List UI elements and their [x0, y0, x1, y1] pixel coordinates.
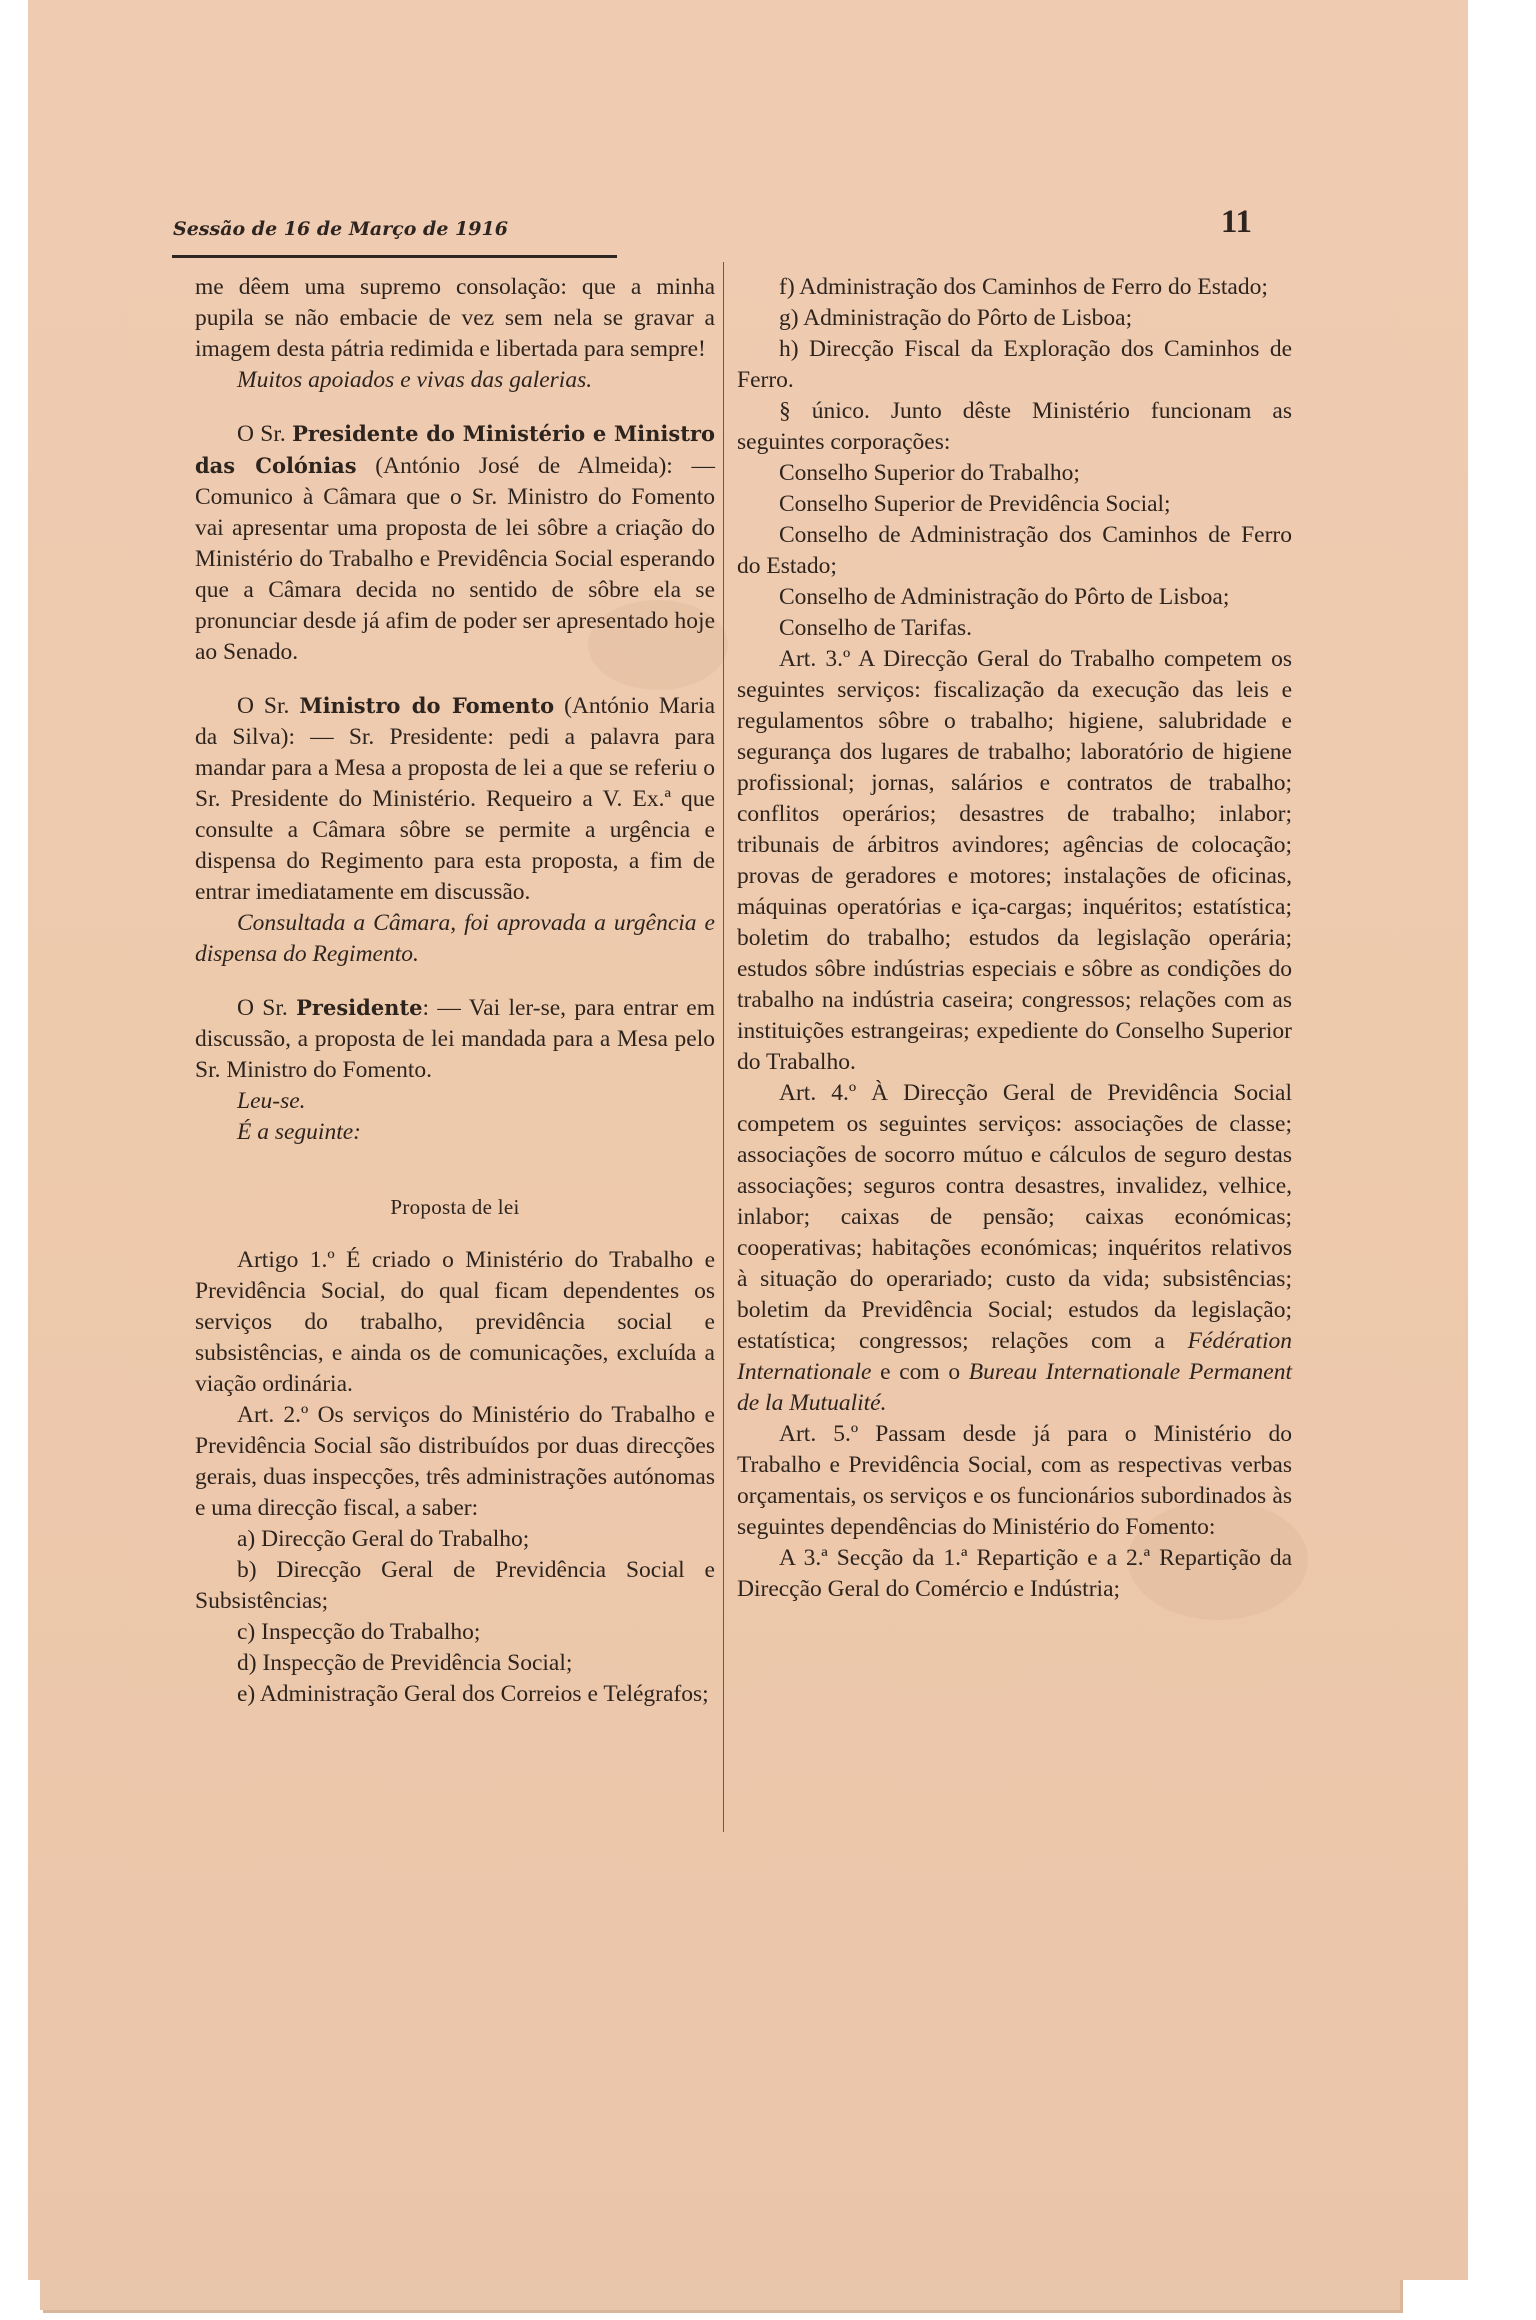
list-item: c) Inspecção do Trabalho; [237, 1619, 481, 1645]
speaker-name: Ministro do Fomento [299, 693, 555, 718]
article: Art. 3.º A Direcção Geral do Trabalho competem os seguintes serviços: fiscalização da execução das leis e regulamentos sôbre o trabalho; higiene, salubridade e segurança dos lugares de trabalho; laboratório de higiene profissional; jornas, salários e contratos de trabalho; conflitos operários; desastres de trabalho; inlabor; tribunais de árbitros avindores; agências de colocação; provas de geradores e motores; instalações de oficinas, máquinas operatórias e iça-cargas; inquéritos; estatística; boletim do trabalho; estudos da legislação operária; estudos sôbre indústrias especiais e sôbre as condições do trabalho na indústria caseira; congressos; relações com as instituições estrangeiras; expediente do Conselho Superior do Trabalho. [737, 646, 1292, 1075]
speech-body: (António José de Almeida): — Comunico à Câmara que o Sr. Ministro do Fomento vai apresentar uma proposta de lei sôbre a criação do Ministério do Trabalho e Previdência Social esperando que a Câmara decida no sentido de sôbre ela se pronunciar desde já afim de poder ser apresentado hoje ao Senado. [195, 453, 715, 665]
list-item: e) Administração Geral dos Correios e Telégrafos; [237, 1681, 709, 1707]
right-column [737, 272, 1292, 1605]
list-item: Conselho Superior de Previdência Social; [779, 491, 1171, 517]
list-item: A 3.ª Secção da 1.ª Repartição e a 2.ª Repartição da Direcção Geral do Comércio e Indústria; [737, 1545, 1292, 1602]
list-item: d) Inspecção de Previdência Social; [237, 1650, 573, 1676]
article-italic: Bureau Internationale Permanent de la Mutualité. [737, 1359, 1292, 1416]
article-italic: Fédération Internationale [737, 1328, 1293, 1385]
stage-note: Consultada a Câmara, foi aprovada a urgência e dispensa do Regimento. [195, 910, 715, 967]
paragraph: me dêem uma supremo consolação: que a minha pupila se não embacie de vez sem nela se gravar a imagem desta pátria redimida e libertada para sempre! [195, 274, 715, 362]
list-item: Conselho de Tarifas. [779, 615, 973, 641]
article: Artigo 1.º É criado o Ministério do Trabalho e Previdência Social, do qual ficam dependentes os serviços do trabalho, previdência social e subsistências, e ainda os de comunicações, excluída a viação ordinária. [195, 1247, 715, 1397]
speech-paragraph [195, 418, 715, 668]
article: Art. 2.º Os serviços do Ministério do Trabalho e Previdência Social são distribuídos por duas direcções gerais, duas inspecções, três administrações autónomas e uma direcção fiscal, a saber: [195, 1402, 715, 1521]
header-rule [172, 255, 617, 258]
page-number: 11 [1220, 204, 1252, 240]
speech-body: (António Maria da Silva): — Sr. Presidente: pedi a palavra para mandar para a Mesa a proposta de lei a que se referiu o Sr. Presidente do Ministério. Requeiro a V. Ex.ª que consulte a Câmara sôbre se permite a urgência e dispensa do Regimento para esta proposta, a fim de entrar imediatamente em discussão. [195, 693, 715, 905]
left-column [195, 272, 715, 1710]
speech-lead: O Sr. [237, 995, 288, 1021]
section-heading: Proposta de lei [390, 1195, 520, 1219]
speech-paragraph [195, 690, 715, 908]
page-header [145, 204, 1260, 244]
speech-lead: O Sr. [237, 693, 290, 719]
list-item: Conselho de Administração do Pôrto de Lisboa; [779, 584, 1230, 610]
speech-lead: O Sr. [237, 421, 286, 447]
list-item: h) Direcção Fiscal da Exploração dos Caminhos de Ferro. [737, 336, 1292, 393]
list-item: b) Direcção Geral de Previdência Social e Subsistências; [195, 1557, 715, 1614]
speaker-name: Presidente do Ministério e Ministro das Colónias [195, 421, 716, 478]
article [737, 1078, 1292, 1419]
list-item: f) Administração dos Caminhos de Ferro do Estado; [779, 274, 1268, 300]
running-title: Sessão de 16 de Março de 1916 [173, 218, 508, 240]
speech-paragraph [195, 992, 715, 1086]
list-item: Conselho Superior do Trabalho; [779, 460, 1080, 486]
speech-body: : — Vai ler-se, para entrar em discussão, a proposta de lei mandada para a Mesa pelo Sr. Ministro do Fomento. [195, 995, 715, 1083]
list-item: g) Administração do Pôrto de Lisboa; [779, 305, 1133, 331]
article-text: Art. 4.º À Direcção Geral de Previdência Social competem os seguintes serviços: associações de classe; associações de socorro mútuo e cálculos de seguro destas associações; seguros contra desastres, invalidez, velhice, inlabor; caixas de pensão; caixas económicas; cooperativas; habitações económicas; inquéritos relativos à situação do operariado; custo da vida; subsistências; boletim da Previdência Social; estudos da legislação; estatística; congressos; relações com a [737, 1080, 1292, 1354]
stage-note: É a seguinte: [237, 1119, 361, 1145]
article-text: e com o [880, 1359, 961, 1385]
stage-note: Leu-se. [237, 1088, 306, 1114]
stage-note: Muitos apoiados e vivas das galerias. [237, 367, 593, 393]
list-item: a) Direcção Geral do Trabalho; [237, 1526, 530, 1552]
paragraph: § único. Junto dêste Ministério funcionam as seguintes corporações: [737, 398, 1292, 455]
speaker-name: Presidente [296, 995, 423, 1020]
article: Art. 5.º Passam desde já para o Ministério do Trabalho e Previdência Social, com as respectivas verbas orçamentais, os serviços e os funcionários subordinados às seguintes dependências do Ministério do Fomento: [737, 1421, 1292, 1540]
column-divider [723, 262, 724, 1832]
list-item: Conselho de Administração dos Caminhos de Ferro do Estado; [737, 522, 1292, 579]
